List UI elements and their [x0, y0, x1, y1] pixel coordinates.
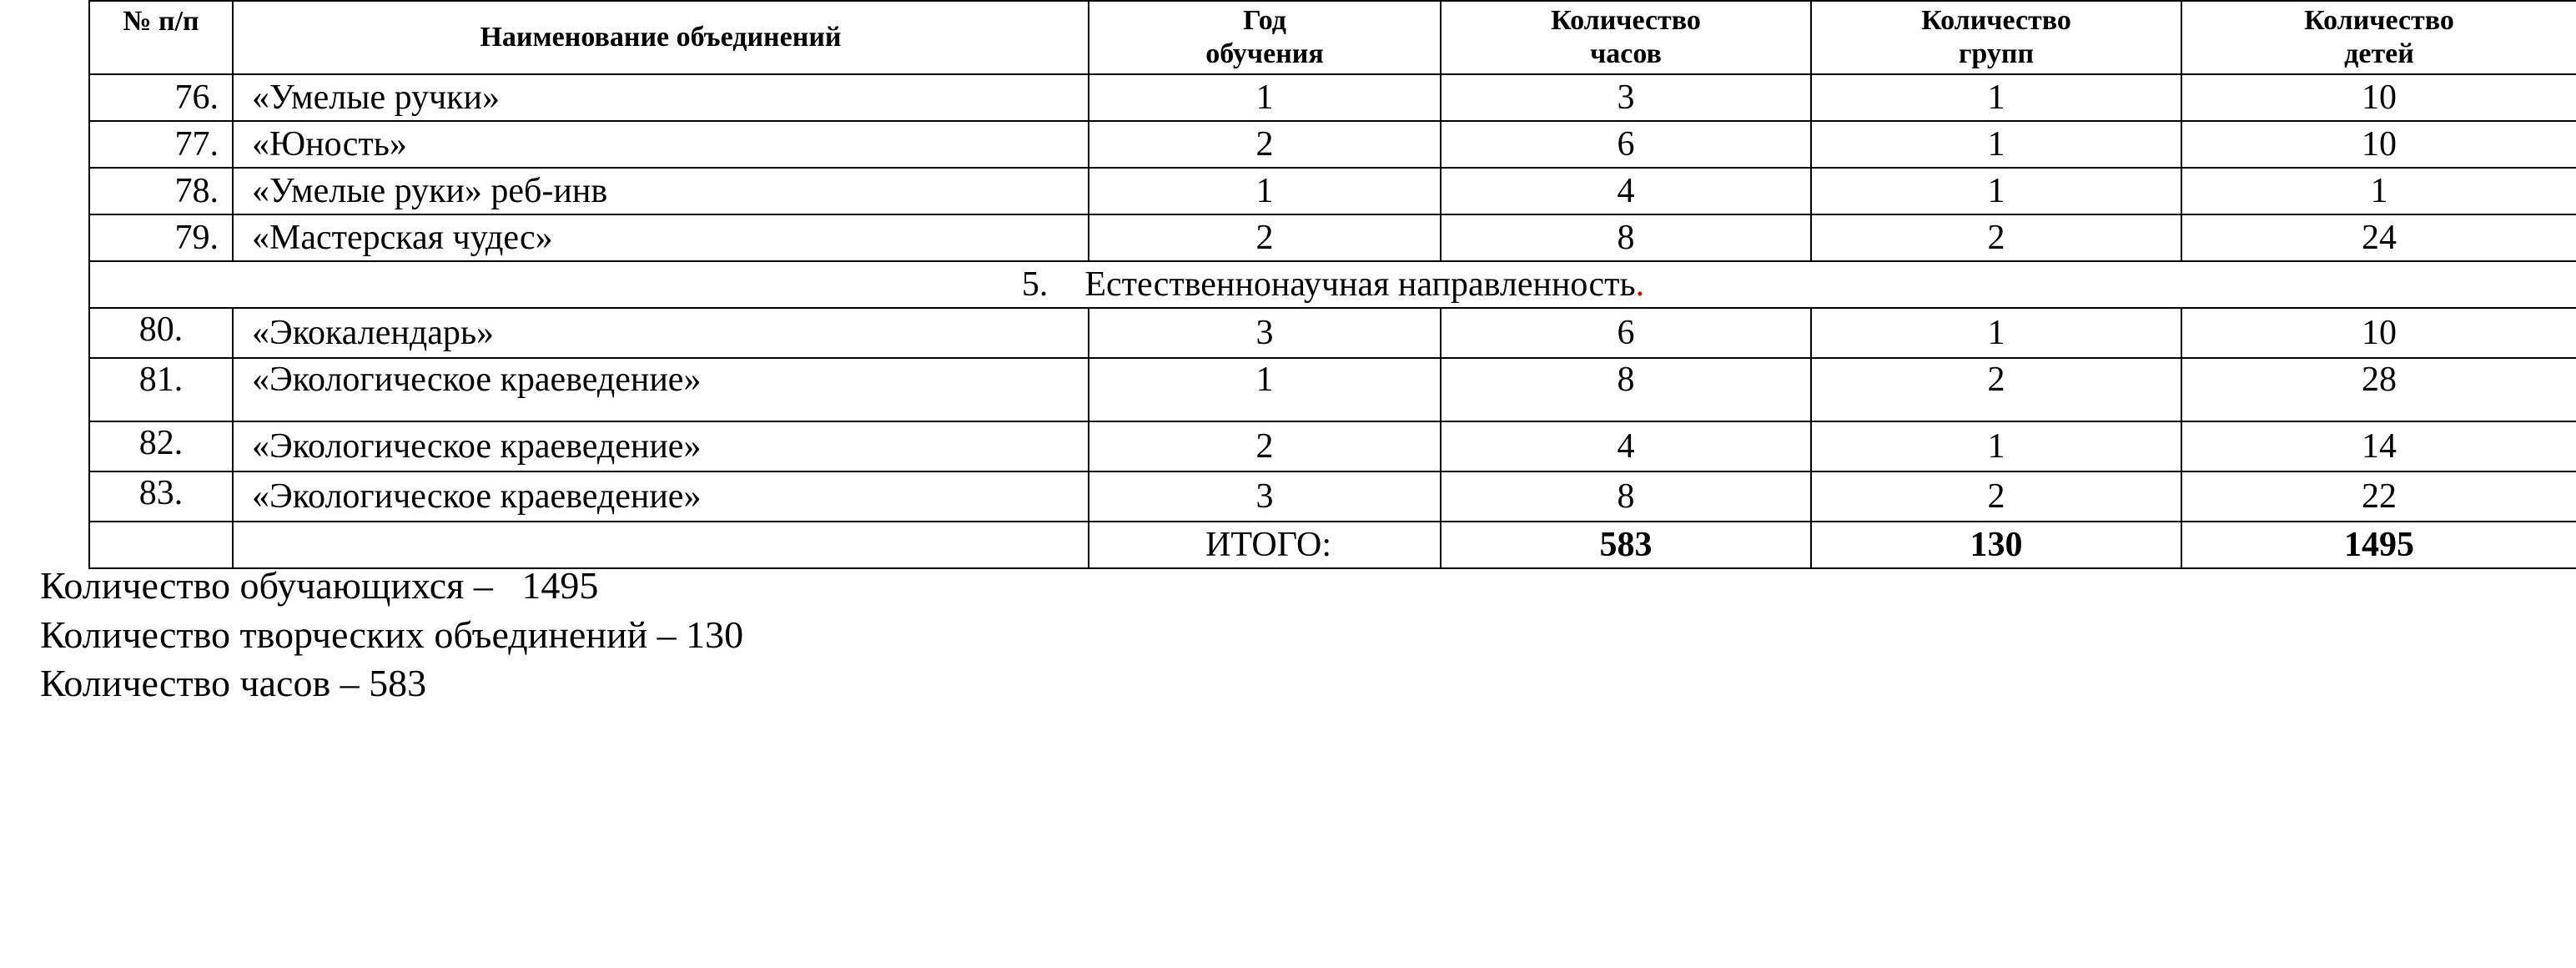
total-row	[89, 522, 2576, 568]
cell-year: 1	[1089, 168, 1441, 214]
cell-year: 2	[1089, 121, 1441, 168]
table-row	[89, 471, 2576, 522]
cell-year: 2	[1089, 421, 1441, 471]
cell-year: 1	[1089, 358, 1441, 421]
row-number: 83.	[89, 471, 233, 522]
cell-groups: 1	[1811, 308, 2181, 358]
summary-associations: Количество творческих объединений – 130	[40, 613, 744, 656]
row-number: 78.	[89, 168, 233, 214]
cell-children: 28	[2181, 358, 2576, 421]
row-number: 76.	[89, 74, 233, 121]
association-name: «Юность»	[233, 121, 1089, 168]
association-name: «Экологическое краеведение»	[233, 358, 1089, 421]
association-name: «Умелые ручки»	[233, 74, 1089, 121]
cell-hours: 8	[1441, 214, 1811, 261]
summary-students: Количество обучающихся – 1495	[40, 564, 599, 607]
cell-groups: 1	[1811, 121, 2181, 168]
cell-year: 1	[1089, 74, 1441, 121]
total-hours: 583	[1441, 522, 1811, 568]
total-label: ИТОГО:	[1089, 522, 1441, 568]
summary-hours: Количество часов – 583	[40, 662, 427, 704]
row-number: 77.	[89, 121, 233, 168]
cell-year: 3	[1089, 471, 1441, 522]
total-empty-cell	[233, 522, 1089, 568]
cell-children: 24	[2181, 214, 2576, 261]
cell-groups: 2	[1811, 214, 2181, 261]
table-row	[89, 74, 2576, 121]
header-name: Наименование объединений	[233, 1, 1089, 74]
total-children: 1495	[2181, 522, 2576, 568]
table-row	[89, 421, 2576, 471]
association-name: «Экокалендарь»	[233, 308, 1089, 358]
cell-year: 3	[1089, 308, 1441, 358]
cell-groups: 2	[1811, 471, 2181, 522]
cell-hours: 6	[1441, 121, 1811, 168]
cell-hours: 8	[1441, 358, 1811, 421]
row-number: 79.	[89, 214, 233, 261]
cell-groups: 1	[1811, 421, 2181, 471]
cell-year: 2	[1089, 214, 1441, 261]
header-children: Количество детей	[2181, 1, 2576, 74]
cell-children: 10	[2181, 74, 2576, 121]
table-header-row	[89, 1, 2576, 74]
table-row	[89, 121, 2576, 168]
cell-children: 10	[2181, 121, 2576, 168]
row-number: 82.	[89, 421, 233, 471]
cell-children: 14	[2181, 421, 2576, 471]
header-number: № п/п	[89, 1, 233, 74]
cell-groups: 1	[1811, 74, 2181, 121]
cell-hours: 6	[1441, 308, 1811, 358]
cell-groups: 1	[1811, 168, 2181, 214]
cell-children: 10	[2181, 308, 2576, 358]
association-name: «Мастерская чудес»	[233, 214, 1089, 261]
association-name: «Экологическое краеведение»	[233, 471, 1089, 522]
table-row	[89, 358, 2576, 421]
section-row	[89, 261, 2576, 308]
table-row	[89, 214, 2576, 261]
cell-hours: 4	[1441, 421, 1811, 471]
cell-hours: 4	[1441, 168, 1811, 214]
association-name: «Умелые руки» реб-инв	[233, 168, 1089, 214]
section-dot: .	[1635, 265, 1645, 304]
associations-table	[88, 0, 2576, 569]
header-year: Год обучения	[1089, 1, 1441, 74]
cell-children: 1	[2181, 168, 2576, 214]
total-groups: 130	[1811, 522, 2181, 568]
cell-hours: 3	[1441, 74, 1811, 121]
cell-children: 22	[2181, 471, 2576, 522]
association-name: «Экологическое краеведение»	[233, 421, 1089, 471]
header-groups: Количество групп	[1811, 1, 2181, 74]
cell-groups: 2	[1811, 358, 2181, 421]
section-number: 5.	[1021, 265, 1049, 304]
section-title: Естественнонаучная направленность	[1084, 265, 1636, 304]
section-heading	[89, 261, 2576, 308]
cell-hours: 8	[1441, 471, 1811, 522]
header-hours: Количество часов	[1441, 1, 1811, 74]
table-row	[89, 308, 2576, 358]
row-number: 81.	[89, 358, 233, 421]
table-row	[89, 168, 2576, 214]
row-number: 80.	[89, 308, 233, 358]
total-empty-cell	[89, 522, 233, 568]
